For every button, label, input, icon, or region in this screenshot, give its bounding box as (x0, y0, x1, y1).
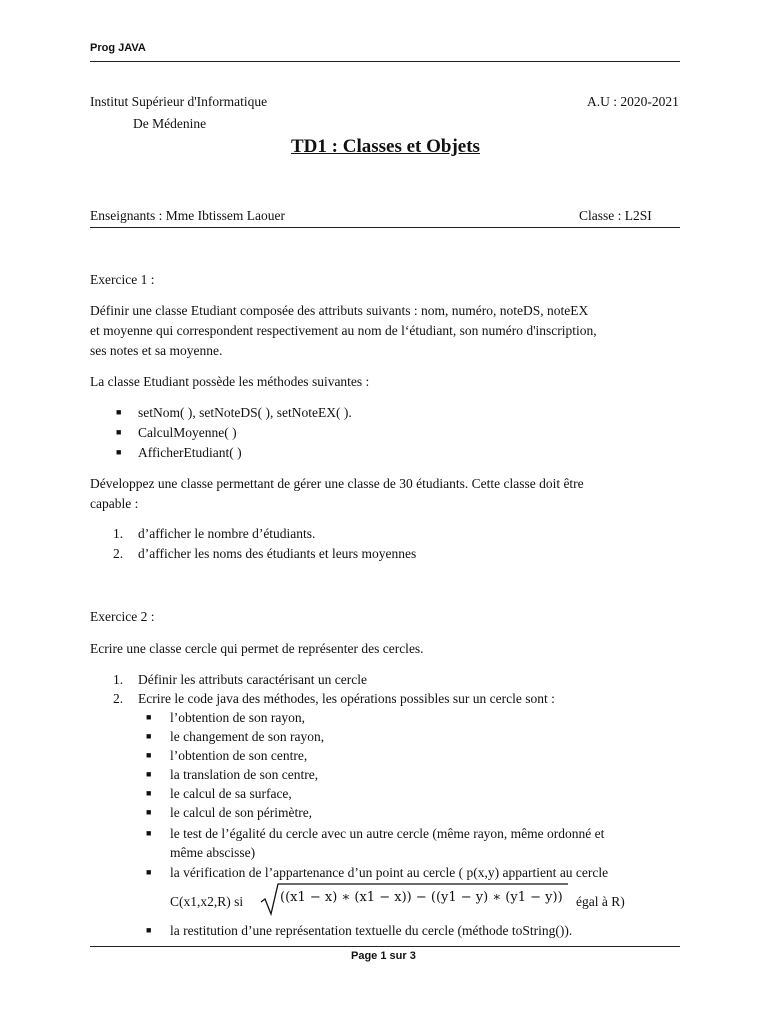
page-number: Page 1 sur 3 (351, 950, 416, 962)
ex2-op-equal-line: même abscisse) (170, 845, 256, 860)
teacher: Enseignants : Mme Ibtissem Laouer (90, 208, 285, 223)
ex2-op-point-suffix: égal à R) (576, 894, 625, 909)
ex1-method: CalculMoyenne( ) (138, 425, 237, 440)
institution-name: Institut Supérieur d'Informatique (90, 94, 268, 109)
ex1-para3-line: capable : (90, 496, 139, 511)
ex2-op-string: la restitution d’une représentation textuelle du cercle (méthode toString()). (170, 923, 573, 938)
bullet-icon: ■ (146, 750, 152, 760)
bullet-icon: ■ (146, 788, 152, 798)
ex1-task-num: 2. (113, 546, 124, 561)
section-rule (90, 227, 680, 228)
ex1-task-num: 1. (113, 526, 124, 541)
ex1-para1-line: et moyenne qui correspondent respectivement au nom de l‘étudiant, son numéro d'inscription, (90, 323, 597, 338)
ex2-op: le calcul de son périmètre, (170, 805, 313, 820)
bullet-icon: ■ (146, 807, 152, 817)
footer-rule (90, 946, 680, 947)
bullet-icon: ■ (146, 828, 152, 838)
bullet-icon: ■ (116, 407, 122, 417)
ex1-heading: Exercice 1 : (90, 272, 155, 287)
ex2-intro: Ecrire une classe cercle qui permet de représenter des cercles. (90, 641, 424, 656)
ex2-step-num: 1. (113, 672, 124, 687)
ex1-para1-line: Définir une classe Etudiant composée des attributs suivants : nom, numéro, noteDS, noteEX (90, 303, 589, 318)
ex2-op-point-prefix: C(x1,x2,R) si (170, 894, 244, 909)
ex1-para2: La classe Etudiant possède les méthodes suivantes : (90, 374, 370, 389)
ex2-op: la translation de son centre, (170, 767, 319, 782)
bullet-icon: ■ (116, 447, 122, 457)
page-title: TD1 : Classes et Objets (291, 136, 480, 157)
ex2-op: l’obtention de son rayon, (170, 710, 305, 725)
header-rule (90, 61, 680, 62)
ex2-op-equal-line: le test de l’égalité du cercle avec un autre cercle (même rayon, même ordonné et (170, 826, 605, 841)
ex2-step-num: 2. (113, 691, 124, 706)
ex2-step: Définir les attributs caractérisant un cercle (138, 672, 368, 687)
ex1-method: AfficherEtudiant( ) (138, 445, 242, 460)
institution-city: De Médenine (133, 116, 207, 131)
academic-year: A.U : 2020-2021 (587, 94, 679, 109)
ex2-op-point-line: la vérification de l’appartenance d’un point au cercle ( p(x,y) appartient au cercle (170, 865, 609, 880)
sqrt-radicand: ((x1 − x) ∗ (x1 − x)) − ((y1 − y) ∗ (y1 − y)) (280, 890, 563, 905)
ex1-task: d’afficher les noms des étudiants et leurs moyennes (138, 546, 417, 561)
bullet-icon: ■ (146, 712, 152, 722)
bullet-icon: ■ (146, 867, 152, 877)
bullet-icon: ■ (116, 427, 122, 437)
header-course: Prog JAVA (90, 42, 146, 54)
ex2-op: le calcul de sa surface, (170, 786, 292, 801)
ex1-para1-line: ses notes et sa moyenne. (90, 343, 223, 358)
sqrt-formula (260, 882, 570, 916)
bullet-icon: ■ (146, 769, 152, 779)
bullet-icon: ■ (146, 925, 152, 935)
ex2-op: l’obtention de son centre, (170, 748, 308, 763)
ex1-method: setNom( ), setNoteDS( ), setNoteEX( ). (138, 405, 352, 420)
ex2-op: le changement de son rayon, (170, 729, 325, 744)
ex2-step: Ecrire le code java des méthodes, les opérations possibles sur un cercle sont : (138, 691, 555, 706)
ex1-para3-line: Développez une classe permettant de gérer une classe de 30 étudiants. Cette classe doit être (90, 476, 584, 491)
ex1-task: d’afficher le nombre d’étudiants. (138, 526, 316, 541)
ex2-heading: Exercice 2 : (90, 609, 155, 624)
bullet-icon: ■ (146, 731, 152, 741)
class-label: Classe : L2SI (579, 208, 652, 223)
